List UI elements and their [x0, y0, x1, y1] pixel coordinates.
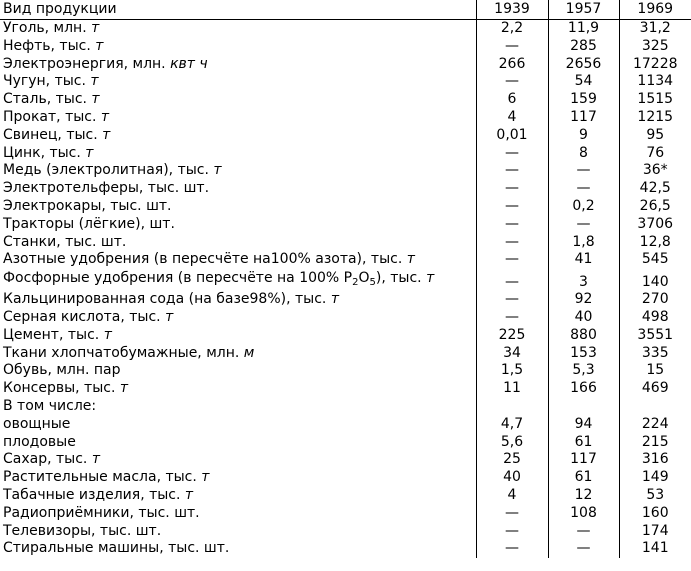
- table-row: [0, 127, 691, 145]
- value-1939: 25: [476, 451, 548, 469]
- row-label-text: Чугун, тыс.: [3, 73, 91, 90]
- row-label: [0, 38, 476, 56]
- row-label-text: Ткани хлопчатобумажные, млн.: [3, 344, 244, 361]
- header-year-1939: 1939: [476, 0, 548, 20]
- value-1957: —: [548, 180, 619, 198]
- table-row: [0, 198, 691, 216]
- value-1957: 153: [548, 345, 619, 363]
- header-row: [0, 0, 691, 20]
- value-1939: 0,01: [476, 127, 548, 145]
- row-label-text: Консервы, тыс.: [3, 380, 120, 397]
- table-row: [0, 216, 691, 234]
- value-1939: 266: [476, 56, 548, 74]
- row-label-text: Цемент, тыс.: [3, 326, 104, 343]
- value-1939: —: [476, 180, 548, 198]
- value-1957: 92: [548, 291, 619, 309]
- table-row: [0, 56, 691, 74]
- row-label: [0, 20, 476, 38]
- row-label: [0, 309, 476, 327]
- value-1957: 12: [548, 487, 619, 505]
- row-label-text: Прокат, тыс.: [3, 108, 101, 125]
- value-1939: 225: [476, 327, 548, 345]
- unit-label: м: [243, 344, 255, 361]
- row-label: [0, 523, 476, 541]
- row-label-text: Тракторы (лёгкие), шт.: [3, 215, 175, 232]
- value-1939: —: [476, 291, 548, 309]
- row-label-text: плодовые: [3, 433, 76, 450]
- value-1939: —: [476, 216, 548, 234]
- value-1939: —: [476, 162, 548, 180]
- unit-label: т: [91, 451, 100, 468]
- value-1957: 0,2: [548, 198, 619, 216]
- value-1939: —: [476, 523, 548, 541]
- row-label-text: Серная кислота, тыс.: [3, 308, 166, 325]
- value-1939: 4: [476, 109, 548, 127]
- row-label: [0, 251, 476, 269]
- value-1939: —: [476, 73, 548, 91]
- value-1957: 1,8: [548, 234, 619, 252]
- value-1939: —: [476, 269, 548, 291]
- value-1957: 11,9: [548, 20, 619, 38]
- unit-label: т: [102, 126, 111, 143]
- value-1939: —: [476, 234, 548, 252]
- row-label: [0, 398, 476, 416]
- value-1939: 11: [476, 380, 548, 398]
- value-1939: 6: [476, 91, 548, 109]
- row-label: [0, 327, 476, 345]
- unit-label: т: [100, 108, 110, 125]
- table-row: [0, 540, 691, 558]
- table-row: [0, 398, 691, 416]
- value-1957: —: [548, 523, 619, 541]
- value-1957: —: [548, 216, 619, 234]
- row-label: [0, 56, 476, 74]
- value-1957: 117: [548, 109, 619, 127]
- value-1969: 140: [619, 269, 691, 291]
- row-label-text: Свинец, тыс.: [3, 126, 103, 143]
- row-label: [0, 198, 476, 216]
- table-row: [0, 145, 691, 163]
- row-label-text: Обувь, млн. пар: [3, 362, 121, 379]
- table-row: [0, 269, 691, 291]
- row-label: [0, 469, 476, 487]
- value-1939: 5,6: [476, 434, 548, 452]
- row-label-text: Стиральные машины, тыс. шт.: [3, 540, 230, 557]
- unit-label: т: [91, 20, 100, 36]
- row-label-text: Уголь, млн.: [3, 20, 92, 36]
- value-1957: —: [548, 162, 619, 180]
- value-1939: 2,2: [476, 20, 548, 38]
- table-row: [0, 180, 691, 198]
- row-label-text: Сталь, тыс.: [3, 91, 92, 108]
- value-1957: 94: [548, 416, 619, 434]
- header-year-1957: 1957: [548, 0, 619, 20]
- value-1939: 40: [476, 469, 548, 487]
- value-1969: 270: [619, 291, 691, 309]
- value-1957: 61: [548, 434, 619, 452]
- value-1939: —: [476, 251, 548, 269]
- value-1969: 149: [619, 469, 691, 487]
- row-label: [0, 127, 476, 145]
- value-1957: 2656: [548, 56, 619, 74]
- table-row: [0, 327, 691, 345]
- row-label-text: Цинк, тыс.: [3, 144, 86, 161]
- value-1939: —: [476, 38, 548, 56]
- table-row: [0, 162, 691, 180]
- row-label-text: O: [358, 270, 370, 287]
- value-1957: 40: [548, 309, 619, 327]
- row-label: [0, 505, 476, 523]
- row-label-text: Фосфорные удобрения (в пересчёте на 100% P: [3, 270, 353, 287]
- row-label-text: ), тыс.: [375, 270, 427, 287]
- subscript: 5: [369, 277, 376, 289]
- header-product: Вид продукции: [0, 0, 476, 20]
- value-1969: 31,2: [619, 20, 691, 38]
- table-row: [0, 345, 691, 363]
- table-row: [0, 434, 691, 452]
- value-1969: 215: [619, 434, 691, 452]
- row-label-text: Электроэнергия, млн.: [3, 55, 171, 72]
- unit-label: т: [213, 162, 222, 179]
- row-label: [0, 416, 476, 434]
- header-year-1969: 1969: [619, 0, 691, 20]
- row-label: [0, 91, 476, 109]
- value-1969: 1515: [619, 91, 691, 109]
- row-label-text: Азотные удобрения (в пересчёте на100% азота), тыс.: [3, 251, 407, 268]
- table-row: [0, 20, 691, 38]
- unit-label: квт ч: [170, 55, 208, 72]
- value-1939: [476, 398, 548, 416]
- table-body: [0, 20, 691, 559]
- table-row: [0, 234, 691, 252]
- subscript: 2: [352, 277, 359, 289]
- row-label: [0, 216, 476, 234]
- value-1957: 41: [548, 251, 619, 269]
- value-1969: 76: [619, 145, 691, 163]
- value-1969: 160: [619, 505, 691, 523]
- value-1969: 26,5: [619, 198, 691, 216]
- value-1939: 4: [476, 487, 548, 505]
- unit-label: т: [184, 486, 194, 503]
- row-label-text: Табачные изделия, тыс.: [3, 486, 185, 503]
- row-label-text: Радиоприёмники, тыс. шт.: [3, 504, 200, 521]
- row-label-text: Электротельферы, тыс. шт.: [3, 180, 210, 197]
- value-1957: 108: [548, 505, 619, 523]
- row-label-text: Кальцинированная сода (на базе98%), тыс.: [3, 291, 331, 308]
- value-1969: 498: [619, 309, 691, 327]
- table-row: [0, 309, 691, 327]
- value-1939: —: [476, 540, 548, 558]
- row-label: [0, 162, 476, 180]
- value-1969: 141: [619, 540, 691, 558]
- table-row: [0, 469, 691, 487]
- row-label-text: Сахар, тыс.: [3, 451, 92, 468]
- value-1957: 54: [548, 73, 619, 91]
- value-1969: 174: [619, 523, 691, 541]
- row-label-text: В том числе:: [3, 397, 97, 414]
- unit-label: т: [95, 37, 104, 54]
- row-label: [0, 487, 476, 505]
- table-row: [0, 38, 691, 56]
- value-1969: 12,8: [619, 234, 691, 252]
- value-1969: 1134: [619, 73, 691, 91]
- value-1939: —: [476, 145, 548, 163]
- row-label: [0, 180, 476, 198]
- value-1957: 285: [548, 38, 619, 56]
- table-row: [0, 362, 691, 380]
- value-1957: 8: [548, 145, 619, 163]
- value-1939: 1,5: [476, 362, 548, 380]
- table-row: [0, 523, 691, 541]
- value-1969: 316: [619, 451, 691, 469]
- row-label-text: Медь (электролитная), тыс.: [3, 162, 214, 179]
- row-label: [0, 380, 476, 398]
- row-label: [0, 362, 476, 380]
- value-1939: —: [476, 198, 548, 216]
- value-1957: 117: [548, 451, 619, 469]
- unit-label: т: [426, 270, 435, 287]
- row-label: [0, 540, 476, 558]
- value-1939: 34: [476, 345, 548, 363]
- value-1969: 36*: [619, 162, 691, 180]
- value-1969: 325: [619, 38, 691, 56]
- value-1969: 335: [619, 345, 691, 363]
- table-row: [0, 251, 691, 269]
- row-label: [0, 234, 476, 252]
- unit-label: т: [103, 326, 112, 343]
- value-1969: 15: [619, 362, 691, 380]
- row-label: [0, 145, 476, 163]
- row-label: [0, 109, 476, 127]
- unit-label: т: [201, 469, 210, 486]
- table-row: [0, 73, 691, 91]
- row-label-text: Электрокары, тыс. шт.: [3, 197, 172, 214]
- value-1957: [548, 398, 619, 416]
- value-1969: 95: [619, 127, 691, 145]
- value-1939: 4,7: [476, 416, 548, 434]
- value-1969: [619, 398, 691, 416]
- table-row: [0, 487, 691, 505]
- row-label: [0, 73, 476, 91]
- row-label-text: Станки, тыс. шт.: [3, 233, 127, 250]
- value-1957: 5,3: [548, 362, 619, 380]
- row-label: [0, 269, 476, 291]
- value-1957: 166: [548, 380, 619, 398]
- value-1957: 9: [548, 127, 619, 145]
- value-1957: —: [548, 540, 619, 558]
- unit-label: т: [406, 251, 415, 268]
- unit-label: т: [330, 291, 339, 308]
- row-label: [0, 291, 476, 309]
- unit-label: т: [90, 73, 99, 90]
- row-label-text: Нефть, тыс.: [3, 37, 96, 54]
- value-1957: 3: [548, 269, 619, 291]
- value-1969: 545: [619, 251, 691, 269]
- value-1969: 42,5: [619, 180, 691, 198]
- value-1957: 159: [548, 91, 619, 109]
- value-1969: 469: [619, 380, 691, 398]
- unit-label: т: [91, 91, 100, 108]
- table-row: [0, 451, 691, 469]
- value-1969: 53: [619, 487, 691, 505]
- value-1957: 880: [548, 327, 619, 345]
- row-label: [0, 345, 476, 363]
- value-1939: —: [476, 505, 548, 523]
- row-label-text: овощные: [3, 415, 71, 432]
- table-row: [0, 380, 691, 398]
- table-row: [0, 291, 691, 309]
- value-1969: 17228: [619, 56, 691, 74]
- table-row: [0, 416, 691, 434]
- table-row: [0, 91, 691, 109]
- table-row: [0, 109, 691, 127]
- value-1969: 3551: [619, 327, 691, 345]
- value-1957: 61: [548, 469, 619, 487]
- unit-label: т: [119, 380, 129, 397]
- value-1969: 3706: [619, 216, 691, 234]
- row-label-text: Растительные масла, тыс.: [3, 469, 202, 486]
- value-1969: 1215: [619, 109, 691, 127]
- value-1939: —: [476, 309, 548, 327]
- unit-label: т: [165, 308, 174, 325]
- row-label: [0, 434, 476, 452]
- value-1969: 224: [619, 416, 691, 434]
- unit-label: т: [85, 144, 94, 161]
- table-row: [0, 505, 691, 523]
- row-label: [0, 451, 476, 469]
- row-label-text: Телевизоры, тыс. шт.: [3, 522, 162, 539]
